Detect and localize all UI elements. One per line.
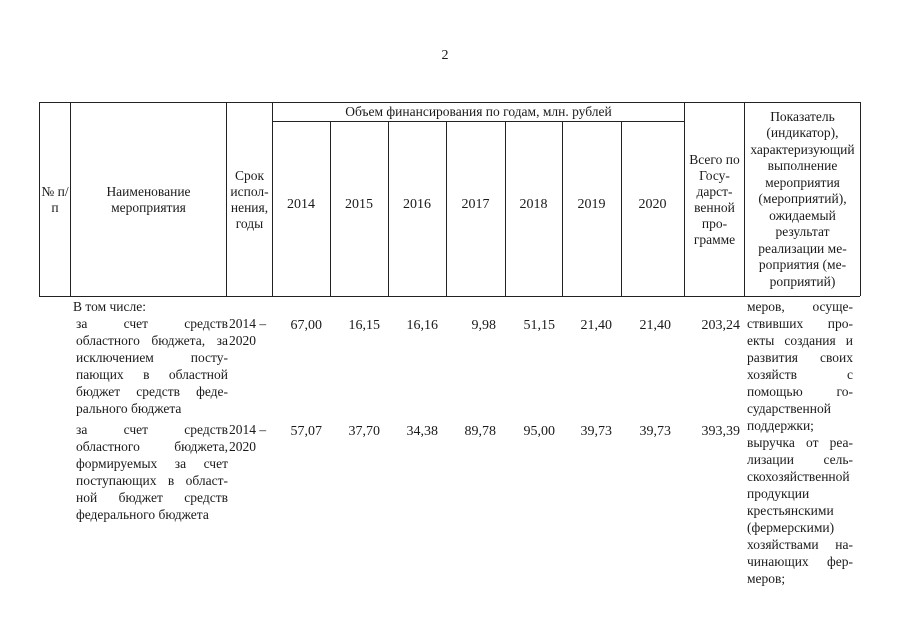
header-year: 2017 [461, 197, 490, 212]
header-name: Наименование мероприятия [106, 183, 191, 215]
header-number: № п/п [41, 183, 69, 215]
row-term: 2014 – 2020 [229, 316, 267, 348]
header-year: 2019 [577, 197, 606, 212]
indicator-text: меров, осуществивших проекты создания и развития своих хозяйств с помощью государственной поддержки; выручка от реализации сельскохозяйственной продукции крестьянскими (фермерскими) хозяйствами начинающих фермеров; [747, 299, 853, 586]
row-value: 16,16 [406, 318, 438, 333]
row-value: 9,98 [471, 318, 496, 333]
row-name: за счет средств областного бюджета, за исключением поступающих в областной бюджет средств федерального бюджета [76, 316, 228, 416]
row-value: 21,40 [639, 318, 671, 333]
row-value: 39,73 [639, 424, 671, 439]
col-line [860, 102, 861, 296]
row-value: 16,15 [348, 318, 380, 333]
header-year: 2016 [403, 197, 431, 212]
header-year: 2015 [345, 197, 373, 212]
row-value: 89,78 [464, 424, 496, 439]
row-value: 21,40 [580, 318, 612, 333]
row-value: 37,70 [348, 424, 380, 439]
page-number: 2 [441, 48, 449, 63]
row-value: 39,73 [580, 424, 612, 439]
header-funding-title: Объем финансирования по годам, млн. рублей [345, 103, 612, 119]
header-total: Всего по Государственной программе [689, 151, 740, 247]
row-total: 203,24 [701, 318, 740, 333]
header-term: Срок исполнения, годы [230, 167, 269, 231]
row-total: 393,39 [701, 424, 740, 439]
row-value: 51,15 [523, 318, 555, 333]
header-year: 2020 [638, 197, 667, 212]
row-value: 95,00 [523, 424, 555, 439]
row-name: за счет средств областного бюджета, формируемых за счет поступающих в областной бюджет средств федерального бюджета [76, 422, 228, 522]
row-value: 67,00 [290, 318, 322, 333]
intro-text: В том числе: [73, 299, 146, 314]
row-value: 57,07 [290, 424, 322, 439]
years-divider [272, 121, 684, 122]
row-term: 2014 – 2020 [229, 422, 267, 454]
header-year: 2014 [287, 197, 315, 212]
header-indicator: Показатель (индикатор), характеризующий выполнение мероприятия (мероприятий), ожидаемый результат реализации мероприятия (мероприятий) [750, 108, 855, 289]
header-bottom-border [39, 296, 860, 297]
header-year: 2018 [519, 197, 548, 212]
row-value: 34,38 [406, 424, 438, 439]
